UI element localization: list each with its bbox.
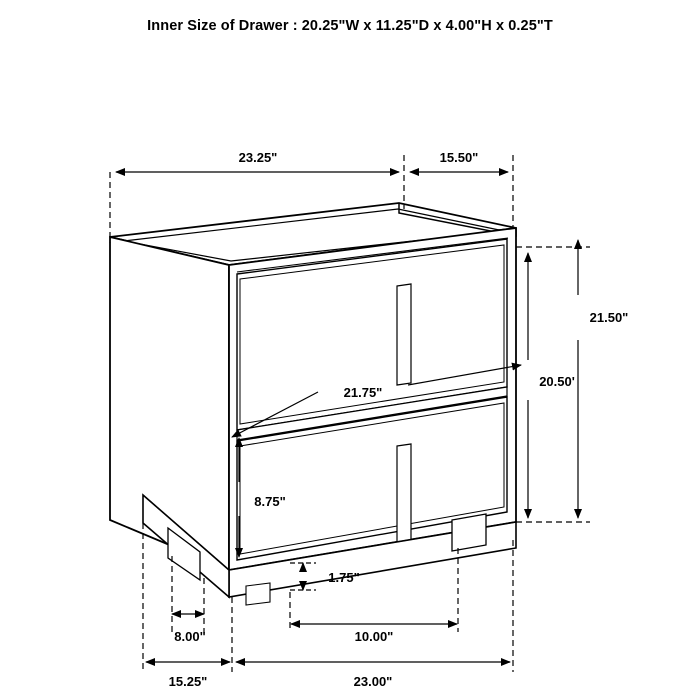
dim-label-23-00: 23.00" <box>353 674 393 689</box>
dim-label-20-50: 20.50' <box>539 374 575 389</box>
dim-label-10-00: 10.00" <box>354 629 394 644</box>
lower-drawer-pull <box>397 444 411 542</box>
dim-label-21-50: 21.50" <box>589 310 629 325</box>
dim-label-8-75: 8.75" <box>254 494 286 509</box>
foot-right <box>452 514 486 551</box>
page-title: Inner Size of Drawer : 20.25"W x 11.25"D x 4.00"H x 0.25"T <box>147 18 553 34</box>
dim-label-21-75: 21.75" <box>343 385 383 400</box>
nightstand-body <box>110 203 516 605</box>
dim-label-8-00: 8.00" <box>174 629 206 644</box>
dim-label-1-75: 1.75" <box>328 570 360 585</box>
dim-label-15-50: 15.50" <box>439 150 479 165</box>
dim-label-23-25: 23.25" <box>238 150 278 165</box>
foot-front-left <box>246 583 270 605</box>
upper-drawer-pull <box>397 284 411 385</box>
dim-label-15-25: 15.25" <box>168 674 208 689</box>
